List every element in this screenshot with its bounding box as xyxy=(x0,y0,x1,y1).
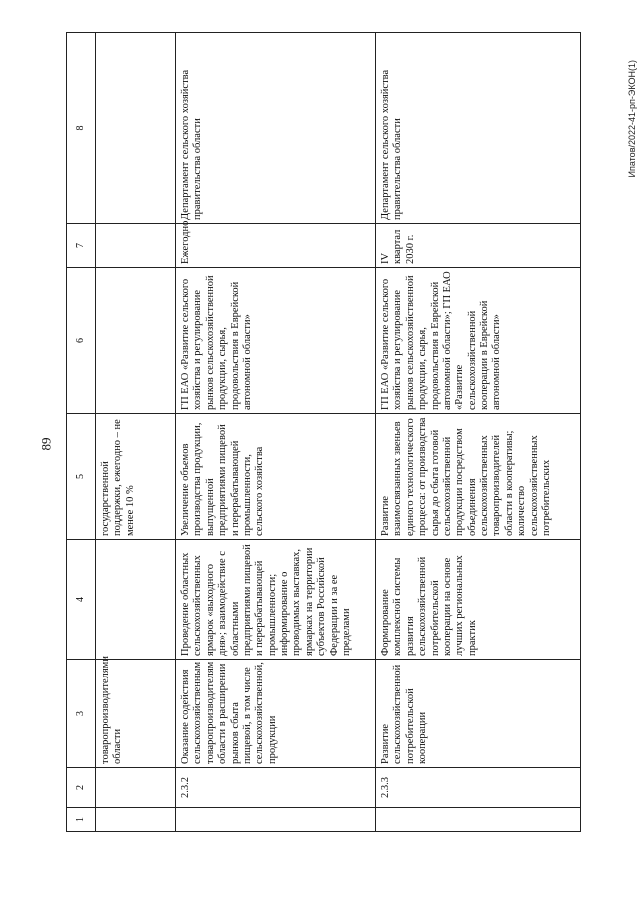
page-number: 89 xyxy=(38,437,54,451)
cell: Оказание содействия сельскохозяйственным товаропроизводителям области в расширении рынков сбыта пищевой, в том числе сельскохозяйственной, продукции xyxy=(176,660,376,768)
table-row xyxy=(376,33,581,832)
cell xyxy=(176,808,376,832)
header-cell: 4 xyxy=(67,540,96,660)
document-footer: Ипатов/2022-41-рп-ЭКОН(1) xyxy=(627,60,637,178)
header-cell: 3 xyxy=(67,660,96,768)
cell: Департамент сельского хозяйства правительства области xyxy=(376,33,581,224)
table-row xyxy=(176,33,376,832)
cell: 2.3.3 xyxy=(376,768,581,808)
cell: Увеличение объемов производства продукции, выпущенной предприятиями пищевой и перерабатывающей промышленности, сельского хозяйства xyxy=(176,414,376,540)
cell: Проведение областных сельскохозяйственных ярмарок «выходного дня»; взаимодействие с областными предприятиями пищевой и перерабатывающей промышленности; информирование о проводимых выставках, ярмарках на территории субъектов Российской Федерации и за ее пределами xyxy=(176,540,376,660)
header-cell: 6 xyxy=(67,268,96,414)
table-row xyxy=(96,33,176,832)
cell xyxy=(96,224,176,268)
cell: Ежегодно xyxy=(176,224,376,268)
cell: Формирование комплексной системы развития сельскохозяйственной потребительской кооперации на основе лучших региональных практик xyxy=(376,540,581,660)
header-row xyxy=(67,33,96,832)
cell: ГП ЕАО «Развитие сельского хозяйства и регулирование рынков сельскохозяйственной продукции, сырья, продовольствия в Еврейской автономной области» xyxy=(176,268,376,414)
cell xyxy=(96,33,176,224)
cell xyxy=(96,808,176,832)
cell: 2.3.2 xyxy=(176,768,376,808)
header-cell: 2 xyxy=(67,768,96,808)
program-table xyxy=(66,32,581,832)
header-cell: 5 xyxy=(67,414,96,540)
cell: Развитие взаимосвязанных звеньев единого технологического процесса: от производства сырья до сбыта готовой сельскохозяйственной продукции посредством объединения сельскохозяйственных товаропроизводителей области в кооперативы; количество сельскохозяйственных потребительских xyxy=(376,414,581,540)
cell: государственной поддержки, ежегодно – не менее 10 % xyxy=(96,414,176,540)
cell: IV квартал 2030 г. xyxy=(376,224,581,268)
cell: ГП ЕАО «Развитие сельского хозяйства и регулирование рынков сельскохозяйственной продукции, сырья, продовольствия в Еврейской автономной области»; ГП ЕАО «Развитие сельскохозяйственной кооперации в Еврейской автономной области» xyxy=(376,268,581,414)
cell xyxy=(96,540,176,660)
cell xyxy=(376,808,581,832)
header-cell: 1 xyxy=(67,808,96,832)
header-cell: 7 xyxy=(67,224,96,268)
cell xyxy=(96,268,176,414)
header-cell: 8 xyxy=(67,33,96,224)
cell xyxy=(96,768,176,808)
cell: Департамент сельского хозяйства правительства области xyxy=(176,33,376,224)
rotated-table-wrapper xyxy=(66,32,581,832)
cell: товаропроизводителями области xyxy=(96,660,176,768)
cell: Развитие сельскохозяйственной потребительской кооперации xyxy=(376,660,581,768)
